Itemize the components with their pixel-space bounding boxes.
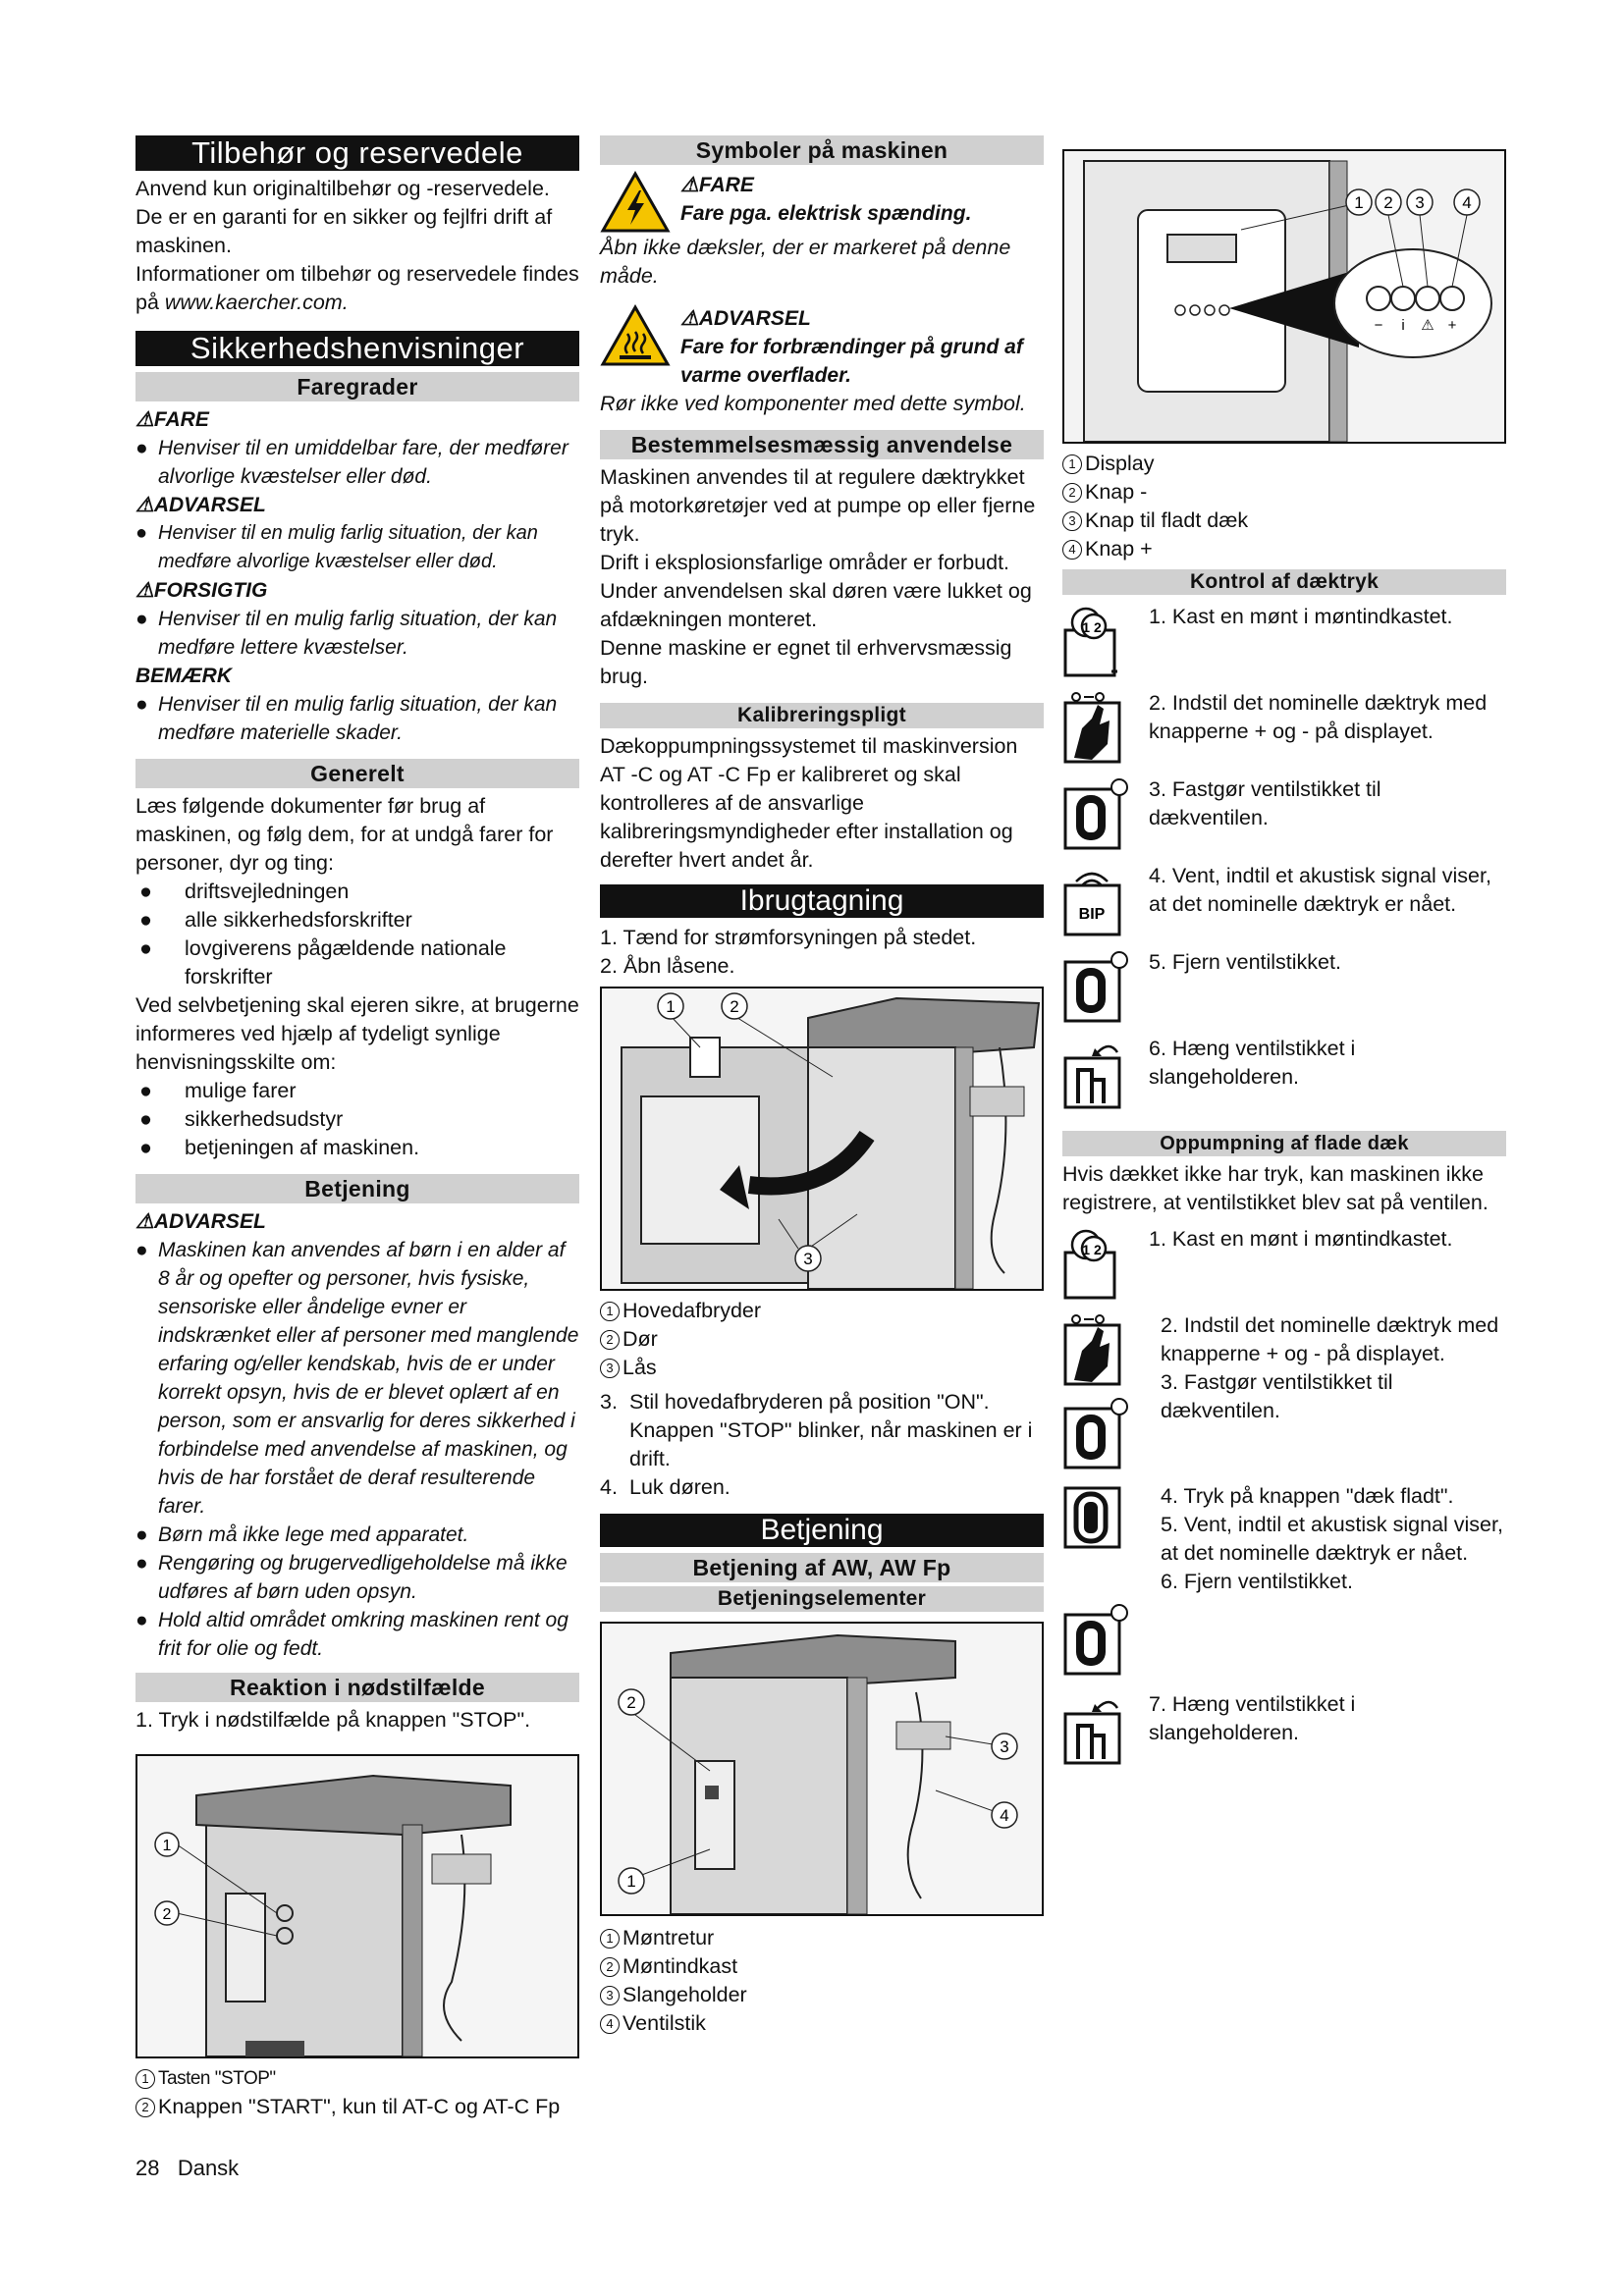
startup-step: 3. Stil hovedafbryderen på position "ON". Knappen "STOP" blinker, når maskinen er i drift. bbox=[600, 1390, 1033, 1470]
label-advarsel-operation: ⚠ADVARSEL bbox=[135, 1210, 266, 1233]
heading-operation-main: Betjening bbox=[600, 1514, 1044, 1547]
heading-calibration: Kalibreringspligt bbox=[600, 703, 1044, 728]
flat-tire-intro: Hvis dækket ikke har tryk, kan maskinen ikke registrere, at ventilstikket blev sat på ventilen. bbox=[1062, 1162, 1489, 1214]
legend-item: 1 Hovedafbryder bbox=[600, 1297, 1044, 1325]
accessories-info: Informationer om tilbehør og reservedele findes på www.kaercher.com. bbox=[135, 262, 579, 314]
advarsel-item: ● Henviser til en mulig farlig situation, der kan medføre alvorlige kvæstelser eller død. bbox=[135, 522, 538, 572]
hand-press-icon bbox=[1062, 689, 1137, 764]
forsigtig-item: ● Henviser til en mulig farlig situation, der kan medføre lettere kvæstelser. bbox=[135, 608, 558, 659]
machine-controls-illustration bbox=[602, 1624, 1042, 1914]
label-bemaerk: BEMÆRK bbox=[135, 665, 232, 687]
legend-item: 1 Tasten "STOP" bbox=[135, 2064, 579, 2093]
callout-4: 4 bbox=[1462, 193, 1472, 212]
bemaerk-item: ● Henviser til en mulig farlig situation, der kan medføre materielle skader. bbox=[135, 693, 558, 744]
page-number: 28 bbox=[135, 2156, 160, 2180]
callout-2: 2 bbox=[730, 997, 739, 1016]
startup-step: 4. Luk døren. bbox=[600, 1475, 731, 1499]
legend-item: 2 Knappen "START", kun til AT-C og AT-C Fp bbox=[135, 2093, 579, 2121]
calibration-text: Dækoppumpningssystemet til maskinversion AT -C og AT -C Fp er kalibreret og skal kontrolleres af de ansvarlige kalibreringsmyndigheder efter installation og derefter hvert andet år. bbox=[600, 734, 1018, 872]
tire-valve-icon bbox=[1062, 775, 1137, 850]
check-step-text: 2. Indstil det nominelle dæktryk med knapperne + og - på displayet. bbox=[1149, 691, 1488, 743]
coin-icon bbox=[1062, 603, 1137, 677]
button-plus-mark: + bbox=[1447, 317, 1457, 334]
figure-emergency-buttons bbox=[135, 1754, 579, 2058]
kaercher-link[interactable]: www.kaercher.com. bbox=[164, 291, 349, 314]
flat-step-text: 7. Hæng ventilstikket i slangeholderen. bbox=[1149, 1692, 1356, 1744]
callout-1: 1 bbox=[666, 997, 676, 1016]
label-advarsel: ⚠ADVARSEL bbox=[135, 494, 266, 516]
check-step bbox=[1062, 603, 1506, 689]
check-step bbox=[1062, 948, 1506, 1035]
legend-item: 2 Møntindkast bbox=[600, 1952, 1044, 1981]
heading-safety: Sikkerhedshenvisninger bbox=[135, 331, 579, 366]
heading-accessories: Tilbehør og reservedele bbox=[135, 135, 579, 171]
heading-startup: Ibrugtagning bbox=[600, 884, 1044, 918]
startup-step: 1. Tænd for strømforsyningen på stedet. bbox=[600, 926, 977, 949]
label-fare: ⚠FARE bbox=[135, 408, 209, 431]
intended-text: Maskinen anvendes til at regulere dæktrykket på motorkøretøjer ved at pumpe op eller fjerne tryk. bbox=[600, 465, 1036, 546]
general-list-item: ● betjeningen af maskinen. bbox=[139, 1136, 420, 1159]
check-step-text: 6. Hæng ventilstikket i slangeholderen. bbox=[1149, 1037, 1356, 1089]
hot-surface-icon bbox=[600, 304, 671, 367]
flat-step-text: 1. Kast en mønt i møntindkastet. bbox=[1149, 1227, 1453, 1251]
flat-tire-icon bbox=[1062, 1482, 1137, 1557]
intended-text: Under anvendelsen skal døren være lukket og afdækningen monteret. bbox=[600, 579, 1032, 631]
legend-item: 1 Display bbox=[1062, 450, 1506, 478]
callout-4: 4 bbox=[1000, 1806, 1009, 1825]
callout-3: 3 bbox=[1000, 1737, 1009, 1756]
flat-step bbox=[1062, 1311, 1506, 1474]
symbol-hot-text: Rør ikke ved komponenter med dette symbol. bbox=[600, 392, 1026, 415]
check-step-text: 4. Vent, indtil et akustisk signal viser, at det nominelle dæktryk er nået. bbox=[1149, 864, 1491, 916]
label-fare: ⚠FARE bbox=[680, 174, 754, 196]
general-list-item: ● sikkerhedsudstyr bbox=[139, 1107, 344, 1131]
check-step bbox=[1062, 862, 1506, 948]
heading-intended-use: Bestemmelsesmæssig anvendelse bbox=[600, 430, 1044, 459]
check-step-text: 3. Fastgør ventilstikket til dækventilen. bbox=[1149, 777, 1381, 829]
hand-press-icon bbox=[1062, 1311, 1137, 1386]
column-3 bbox=[1062, 149, 1506, 1777]
column-2 bbox=[600, 135, 1044, 2038]
button-info-mark: i bbox=[1401, 317, 1405, 334]
general-list-item: ● driftsvejledningen bbox=[139, 880, 350, 903]
symbol-hot-title: Fare for forbrændinger på grund af varme overflader. bbox=[680, 336, 1023, 387]
button-warning-mark: ⚠ bbox=[1421, 317, 1435, 334]
legend-item: 4 Ventilstik bbox=[600, 2009, 1044, 2038]
callout-3: 3 bbox=[1415, 193, 1425, 212]
intended-text: Drift i eksplosionsfarlige områder er forbudt. bbox=[600, 551, 1010, 574]
flat-step-text: 5. Vent, indtil et akustisk signal viser, at det nominelle dæktryk er nået. bbox=[1161, 1513, 1503, 1565]
heading-operation-aw: Betjening af AW, AW Fp bbox=[600, 1553, 1044, 1582]
callout-2: 2 bbox=[1383, 193, 1393, 212]
heading-symbols: Symboler på maskinen bbox=[600, 135, 1044, 165]
flat-step bbox=[1062, 1482, 1506, 1681]
figure-display-panel bbox=[1062, 149, 1506, 444]
label-forsigtig: ⚠FORSIGTIG bbox=[135, 579, 268, 602]
general-selfservice: Ved selvbetjening skal ejeren sikre, at brugerne informeres ved hjælp af tydeligt synlige henvisningsskilte om: bbox=[135, 993, 579, 1074]
flat-step bbox=[1062, 1225, 1506, 1311]
open-machine-illustration bbox=[602, 988, 1042, 1289]
heading-emergency: Reaktion i nødstilfælde bbox=[135, 1673, 579, 1702]
flat-step-text: 6. Fjern ventilstikket. bbox=[1161, 1570, 1353, 1593]
general-list-item: ● alle sikkerhedsforskrifter bbox=[139, 908, 412, 932]
legend-item: 3 Knap til fladt dæk bbox=[1062, 507, 1506, 535]
general-list-item: ● lovgiverens pågældende nationale forskrifter bbox=[139, 936, 507, 988]
flat-step-text: 4. Tryk på knappen "dæk fladt". bbox=[1161, 1484, 1454, 1508]
callout-2: 2 bbox=[162, 1906, 172, 1923]
legend-item: 4 Knap + bbox=[1062, 535, 1506, 563]
check-step-text: 5. Fjern ventilstikket. bbox=[1149, 950, 1341, 974]
general-intro: Læs følgende dokumenter før brug af maskinen, og følg dem, for at undgå farer for personer, dyr og ting: bbox=[135, 794, 554, 875]
symbol-electric-text: Åbn ikke dæksler, der er markeret på denne måde. bbox=[600, 236, 1011, 288]
callout-1: 1 bbox=[626, 1872, 636, 1891]
intended-text: Denne maskine er egnet til erhvervsmæssig brug. bbox=[600, 636, 1012, 688]
coin-icon bbox=[1062, 1225, 1137, 1300]
tire-valve-icon bbox=[1062, 948, 1137, 1023]
beep-icon bbox=[1062, 862, 1137, 936]
accessories-text: Anvend kun originaltilbehør og -reservedele. De er en garanti for en sikker og fejlfri drift af maskinen. bbox=[135, 177, 553, 257]
label-advarsel: ⚠ADVARSEL bbox=[680, 307, 811, 330]
beep-label: BIP bbox=[1078, 906, 1106, 923]
check-step bbox=[1062, 775, 1506, 862]
electric-warning-icon bbox=[600, 171, 671, 234]
callout-1: 1 bbox=[1354, 193, 1364, 212]
tire-valve-icon bbox=[1062, 1601, 1137, 1676]
callout-1: 1 bbox=[162, 1838, 172, 1854]
general-list-item: ● mulige farer bbox=[139, 1079, 297, 1102]
hose-holder-icon bbox=[1062, 1035, 1137, 1109]
operation-item: ● Rengøring og brugervedligeholdelse må ikke udføres af børn uden opsyn. bbox=[135, 1552, 568, 1603]
heading-check-pressure: Kontrol af dæktryk bbox=[1062, 569, 1506, 595]
symbol-electric bbox=[600, 171, 1044, 234]
figure-open-machine bbox=[600, 987, 1044, 1291]
operation-item: ● Børn må ikke lege med apparatet. bbox=[135, 1523, 469, 1546]
legend-item: 1 Møntretur bbox=[600, 1924, 1044, 1952]
figure-controls bbox=[600, 1622, 1044, 1916]
operation-item: ● Maskinen kan anvendes af børn i en alder af 8 år og opefter og personer, hvis fysiske, sensoriske eller åndelige evner er indskrænket eller af personer med manglende erfaring og/eller kendskab, hvis de er under korrekt opsyn, hvis de er blevet oplært af en person, som er ansvarlig for deres sikkerhed i forbindelse med anvendelse af maskinen, og hvis de har forstået de deraf resulterende farer. bbox=[135, 1239, 579, 1518]
heading-general: Generelt bbox=[135, 759, 579, 788]
symbol-hot bbox=[600, 304, 1044, 390]
emergency-step: 1. Tryk i nødstilfælde på knappen "STOP". bbox=[135, 1708, 531, 1732]
fare-item: ● Henviser til en umiddelbar fare, der medfører alvorlige kvæstelser eller død. bbox=[135, 437, 568, 488]
footer-language: Dansk bbox=[177, 2156, 240, 2180]
page-footer bbox=[135, 2156, 239, 2181]
display-panel-illustration bbox=[1064, 151, 1504, 442]
callout-3: 3 bbox=[803, 1250, 813, 1268]
startup-step: 2. Åbn låsene. bbox=[600, 954, 735, 978]
legend-item: 3 Slangeholder bbox=[600, 1981, 1044, 2009]
button-minus-mark: − bbox=[1374, 317, 1383, 334]
column-1 bbox=[135, 135, 579, 2121]
flat-step bbox=[1062, 1690, 1506, 1777]
heading-controls: Betjeningselementer bbox=[600, 1586, 1044, 1612]
tire-valve-icon bbox=[1062, 1395, 1137, 1469]
operation-item: ● Hold altid området omkring maskinen rent og frit for olie og fedt. bbox=[135, 1609, 568, 1660]
callout-2: 2 bbox=[626, 1693, 636, 1712]
symbol-electric-title: Fare pga. elektrisk spænding. bbox=[680, 202, 972, 225]
heading-danger-levels: Faregrader bbox=[135, 372, 579, 401]
flat-step-text: 3. Fastgør ventilstikket til dækventilen. bbox=[1161, 1370, 1393, 1422]
machine-front-illustration bbox=[137, 1756, 577, 2056]
hose-holder-icon bbox=[1062, 1690, 1137, 1765]
legend-item: 3 Lås bbox=[600, 1354, 1044, 1382]
legend-item: 2 Dør bbox=[600, 1325, 1044, 1354]
heading-operation: Betjening bbox=[135, 1174, 579, 1203]
legend-item: 2 Knap - bbox=[1062, 478, 1506, 507]
check-step bbox=[1062, 1035, 1506, 1121]
check-step-text: 1. Kast en mønt i møntindkastet. bbox=[1149, 605, 1453, 628]
flat-step-text: 2. Indstil det nominelle dæktryk med knapperne + og - på displayet. bbox=[1161, 1313, 1499, 1365]
svg-text:1 2: 1 2 bbox=[1082, 1242, 1102, 1257]
check-step bbox=[1062, 689, 1506, 775]
heading-flat-tire: Oppumpning af flade dæk bbox=[1062, 1131, 1506, 1156]
svg-text:1 2: 1 2 bbox=[1082, 619, 1102, 635]
